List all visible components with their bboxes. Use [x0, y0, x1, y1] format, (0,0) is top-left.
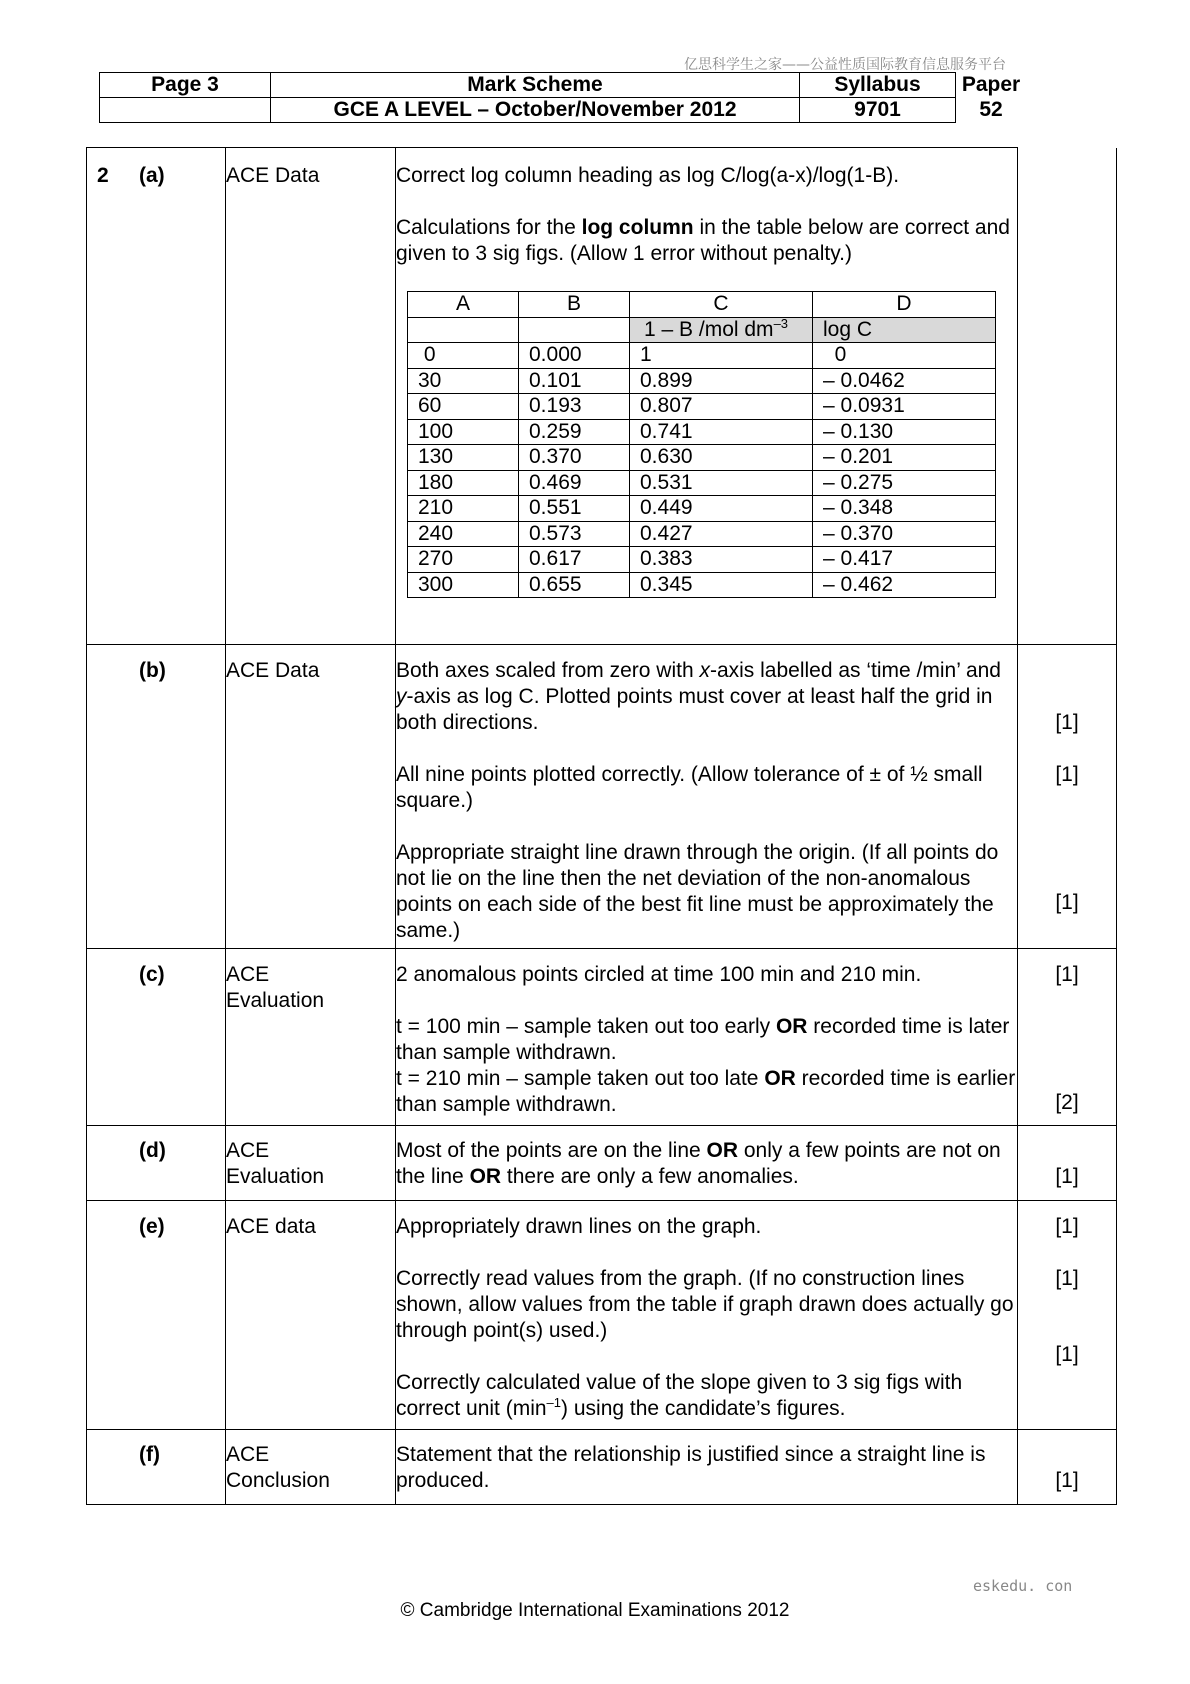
question-cell — [87, 645, 226, 949]
question-cell — [87, 1126, 226, 1201]
answer-cell — [396, 645, 1018, 949]
table-cell: – 0.462 — [813, 572, 996, 598]
answer-line: Appropriately drawn lines on the graph. — [396, 1215, 762, 1238]
mark-value: [1] — [1055, 711, 1079, 734]
header-blank — [100, 98, 271, 123]
site-watermark: eskedu. con — [973, 1577, 1073, 1595]
table-cell: 180 — [408, 470, 519, 496]
table-cell: – 0.0462 — [813, 368, 996, 394]
mark-cell — [1018, 1430, 1117, 1505]
part-label: (a) — [139, 164, 165, 187]
table-cell: 0.000 — [519, 343, 630, 369]
assessment-cell — [226, 148, 396, 645]
table-cell: 210 — [408, 496, 519, 522]
answer-cell — [396, 1201, 1018, 1430]
header-syllabus-code: 9701 — [800, 98, 956, 123]
table-cell: 240 — [408, 521, 519, 547]
header-mark-scheme: Mark Scheme — [271, 73, 800, 98]
table-cell: 0.630 — [630, 445, 813, 471]
mark-value: [1] — [1055, 763, 1079, 786]
part-label: (b) — [139, 659, 166, 682]
mark-value: [1] — [1055, 891, 1079, 914]
mark-value: [1] — [1055, 1343, 1079, 1366]
assessment-cell — [226, 1430, 396, 1505]
header-page: Page 3 — [100, 73, 271, 98]
assessment-cell — [226, 645, 396, 949]
table-cell: 0.449 — [630, 496, 813, 522]
mark-cell — [1018, 1201, 1117, 1430]
column-subheader: log C — [813, 317, 996, 343]
header-paper-code: 52 — [956, 98, 1027, 123]
table-row — [408, 343, 996, 369]
column-header: C — [630, 292, 813, 318]
table-cell: 270 — [408, 547, 519, 573]
table-cell: 0 — [813, 343, 996, 369]
answer-line: Statement that the relationship is justified since a straight line is produced. — [396, 1443, 986, 1492]
assessment-label: ACE Evaluation — [226, 963, 325, 1012]
mark-value: [1] — [1055, 963, 1079, 986]
column-header: A — [408, 292, 519, 318]
mark-value: [1] — [1055, 1469, 1079, 1492]
assessment-label: ACE data — [226, 1215, 316, 1238]
table-row — [408, 419, 996, 445]
table-cell: 0.383 — [630, 547, 813, 573]
question-cell — [87, 1201, 226, 1430]
table-cell: 0.345 — [630, 572, 813, 598]
assessment-label: ACE Data — [226, 164, 320, 187]
answer-line: t = 210 min – sample taken out too late OR recorded time is earlier than sample withdrawn. — [396, 1067, 1016, 1116]
answer-line: t = 100 min – sample taken out too early OR recorded time is later than sample withdrawn. — [396, 1015, 1010, 1064]
table-cell: – 0.130 — [813, 419, 996, 445]
table-row — [408, 572, 996, 598]
table-cell: 0.193 — [519, 394, 630, 420]
table-cell: 0.531 — [630, 470, 813, 496]
assessment-label: ACE Conclusion — [226, 1443, 330, 1492]
mark-value: [1] — [1055, 1165, 1079, 1188]
table-header-row — [408, 292, 996, 318]
assessment-label: ACE Evaluation — [226, 1139, 325, 1188]
table-cell: 300 — [408, 572, 519, 598]
table-cell: – 0.275 — [813, 470, 996, 496]
answer-line: Both axes scaled from zero with x-axis labelled as ‘time /min’ and y-axis as log C. Plotted points must cover at least half the grid in both directions. — [396, 659, 1001, 734]
answer-line: Correct log column heading as log C/log(a-x)/log(1-B). — [396, 164, 900, 187]
table-cell: 100 — [408, 419, 519, 445]
mark-cell — [1018, 1126, 1117, 1201]
part-label: (d) — [139, 1139, 166, 1162]
answer-line: Calculations for the log column in the table below are correct and given to 3 sig figs. (Allow 1 error without penalty.) — [396, 216, 1010, 265]
table-row — [408, 547, 996, 573]
header-syllabus: Syllabus — [800, 73, 956, 98]
table-cell: – 0.417 — [813, 547, 996, 573]
table-cell: 0.370 — [519, 445, 630, 471]
part-label: (f) — [139, 1443, 160, 1466]
page-header-table — [99, 72, 1026, 123]
table-row — [408, 368, 996, 394]
column-header: D — [813, 292, 996, 318]
table-cell: 30 — [408, 368, 519, 394]
answer-cell — [396, 1126, 1018, 1201]
watermark-text: 亿思科学生之家——公益性质国际教育信息服务平台 — [684, 57, 1006, 73]
row-e — [87, 1201, 1117, 1430]
header-paper: Paper — [956, 73, 1027, 98]
part-label: (c) — [139, 963, 165, 986]
question-cell — [87, 148, 226, 645]
table-cell: 0.427 — [630, 521, 813, 547]
answer-cell — [396, 1430, 1018, 1505]
table-cell: 0.573 — [519, 521, 630, 547]
table-row — [408, 394, 996, 420]
answer-line: All nine points plotted correctly. (Allow tolerance of ± of ½ small square.) — [396, 763, 983, 812]
mark-cell — [1018, 148, 1117, 645]
part-label: (e) — [139, 1215, 165, 1238]
table-cell: – 0.0931 — [813, 394, 996, 420]
table-subheader-row — [408, 317, 996, 343]
answer-line: Most of the points are on the line OR only a few points are not on the line OR there are only a few anomalies. — [396, 1139, 1001, 1188]
column-header: B — [519, 292, 630, 318]
question-cell — [87, 1430, 226, 1505]
table-cell: 0.259 — [519, 419, 630, 445]
assessment-cell — [226, 1201, 396, 1430]
table-cell: 0.807 — [630, 394, 813, 420]
table-cell: 0.741 — [630, 419, 813, 445]
page-footer: © Cambridge International Examinations 2012 — [400, 1600, 790, 1621]
assessment-cell — [226, 1126, 396, 1201]
answer-line: Correctly read values from the graph. (If no construction lines shown, allow values from the table if graph drawn does actually go through point(s) used.) — [396, 1267, 1014, 1342]
data-table — [407, 291, 996, 598]
mark-value: [1] — [1055, 1267, 1079, 1290]
table-cell: 1 — [630, 343, 813, 369]
answer-line: Appropriate straight line drawn through the origin. (If all points do not lie on the line then the net deviation of the non-anomalous points on each side of the best fit line must be approximately the same.) — [396, 841, 999, 942]
row-a — [87, 148, 1117, 645]
question-cell — [87, 949, 226, 1126]
table-cell: 0.101 — [519, 368, 630, 394]
table-cell: 0.617 — [519, 547, 630, 573]
assessment-cell — [226, 949, 396, 1126]
table-cell: – 0.201 — [813, 445, 996, 471]
table-cell: – 0.370 — [813, 521, 996, 547]
row-f — [87, 1430, 1117, 1505]
table-cell: – 0.348 — [813, 496, 996, 522]
answer-cell — [396, 949, 1018, 1126]
table-cell: 0 — [408, 343, 519, 369]
row-c — [87, 949, 1117, 1126]
mark-scheme-table — [86, 147, 1117, 1505]
answer-line: 2 anomalous points circled at time 100 min and 210 min. — [396, 963, 922, 986]
column-subheader: 1 – B /mol $dm^{-3}$ — [630, 317, 813, 343]
table-row — [408, 521, 996, 547]
table-cell: 0.469 — [519, 470, 630, 496]
table-cell: 0.899 — [630, 368, 813, 394]
answer-cell — [396, 148, 1018, 645]
mark-cell — [1018, 949, 1117, 1126]
table-cell: 60 — [408, 394, 519, 420]
table-cell: 130 — [408, 445, 519, 471]
assessment-label: ACE Data — [226, 659, 320, 682]
table-cell: 0.551 — [519, 496, 630, 522]
table-row — [408, 445, 996, 471]
question-number: 2 — [97, 164, 109, 187]
mark-value: [2] — [1055, 1091, 1079, 1114]
table-cell: 0.655 — [519, 572, 630, 598]
mark-value: [1] — [1055, 1215, 1079, 1238]
header-exam: GCE A LEVEL – October/November 2012 — [271, 98, 800, 123]
row-b — [87, 645, 1117, 949]
answer-line: Correctly calculated value of the slope given to 3 sig figs with correct unit $(\min^{-1})$ using the candidate’s figures. — [396, 1371, 963, 1420]
mark-cell — [1018, 645, 1117, 949]
row-d — [87, 1126, 1117, 1201]
table-row — [408, 496, 996, 522]
table-row — [408, 470, 996, 496]
